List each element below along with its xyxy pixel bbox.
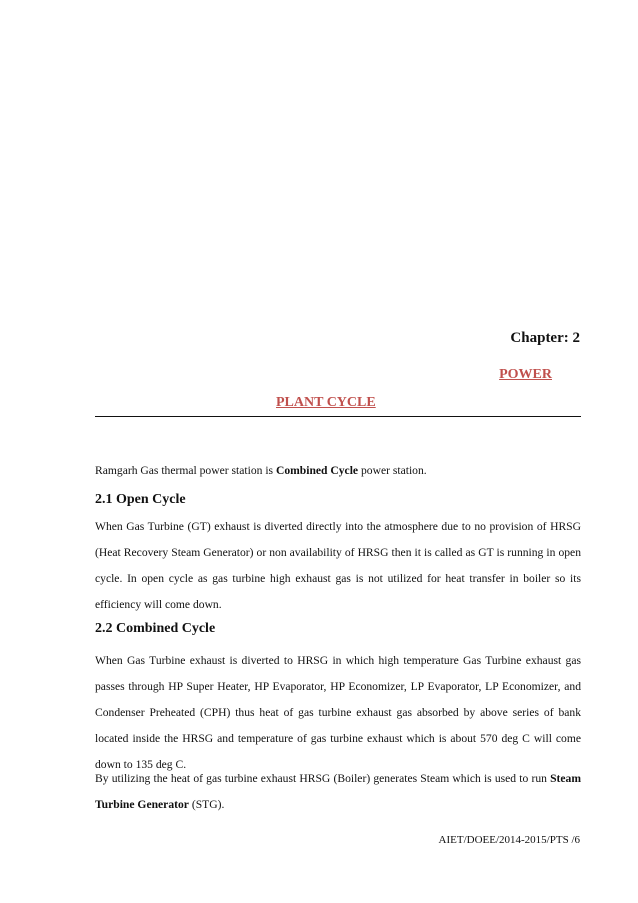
title-underline-rule (95, 416, 581, 417)
open-cycle-paragraph: When Gas Turbine (GT) exhaust is diverted directly into the atmosphere due to no provision of HRSG (Heat Recovery Steam Generator) or non availability of HRSG then it is called as GT is running in open cycle. In open cycle as gas turbine high exhaust gas is not utilized for heat transfer in boiler so its efficiency will come down. (95, 520, 581, 611)
section-heading-open-cycle: 2.1 Open Cycle (95, 492, 186, 507)
intro-text-bold: Combined Cycle (275, 464, 359, 477)
intro-paragraph (95, 458, 581, 484)
utilization-paragraph (95, 766, 581, 818)
title-line-2: PLANT CYCLE (276, 395, 376, 410)
page-footer: AIET/DOEE/2014-2015/PTS /6 (438, 834, 580, 846)
section-heading-combined-cycle: 2.2 Combined Cycle (95, 621, 216, 636)
utilization-text-after: (STG). (188, 798, 225, 811)
utilization-text-bold: Steam Turbine Generator (95, 772, 581, 811)
utilization-text-before: By utilizing the heat of gas turbine exhaust HRSG (Boiler) generates Steam which is used to run (95, 772, 551, 785)
intro-text-before: Ramgarh Gas thermal power station is (95, 464, 276, 477)
title-line-1: POWER (499, 367, 552, 382)
intro-text-after: power station. (358, 464, 427, 477)
combined-cycle-paragraph: When Gas Turbine exhaust is diverted to HRSG in which high temperature Gas Turbine exhaust gas passes through HP Super Heater, HP Evaporator, HP Economizer, LP Evaporator, LP Economizer, and Condenser Preheated (CPH) thus heat of gas turbine exhaust gas absorbed by above series of bank located inside the HRSG and temperature of gas turbine exhaust which is about 570 deg C will come down to 135 deg C. (95, 654, 581, 771)
chapter-label: Chapter: 2 (510, 330, 580, 346)
